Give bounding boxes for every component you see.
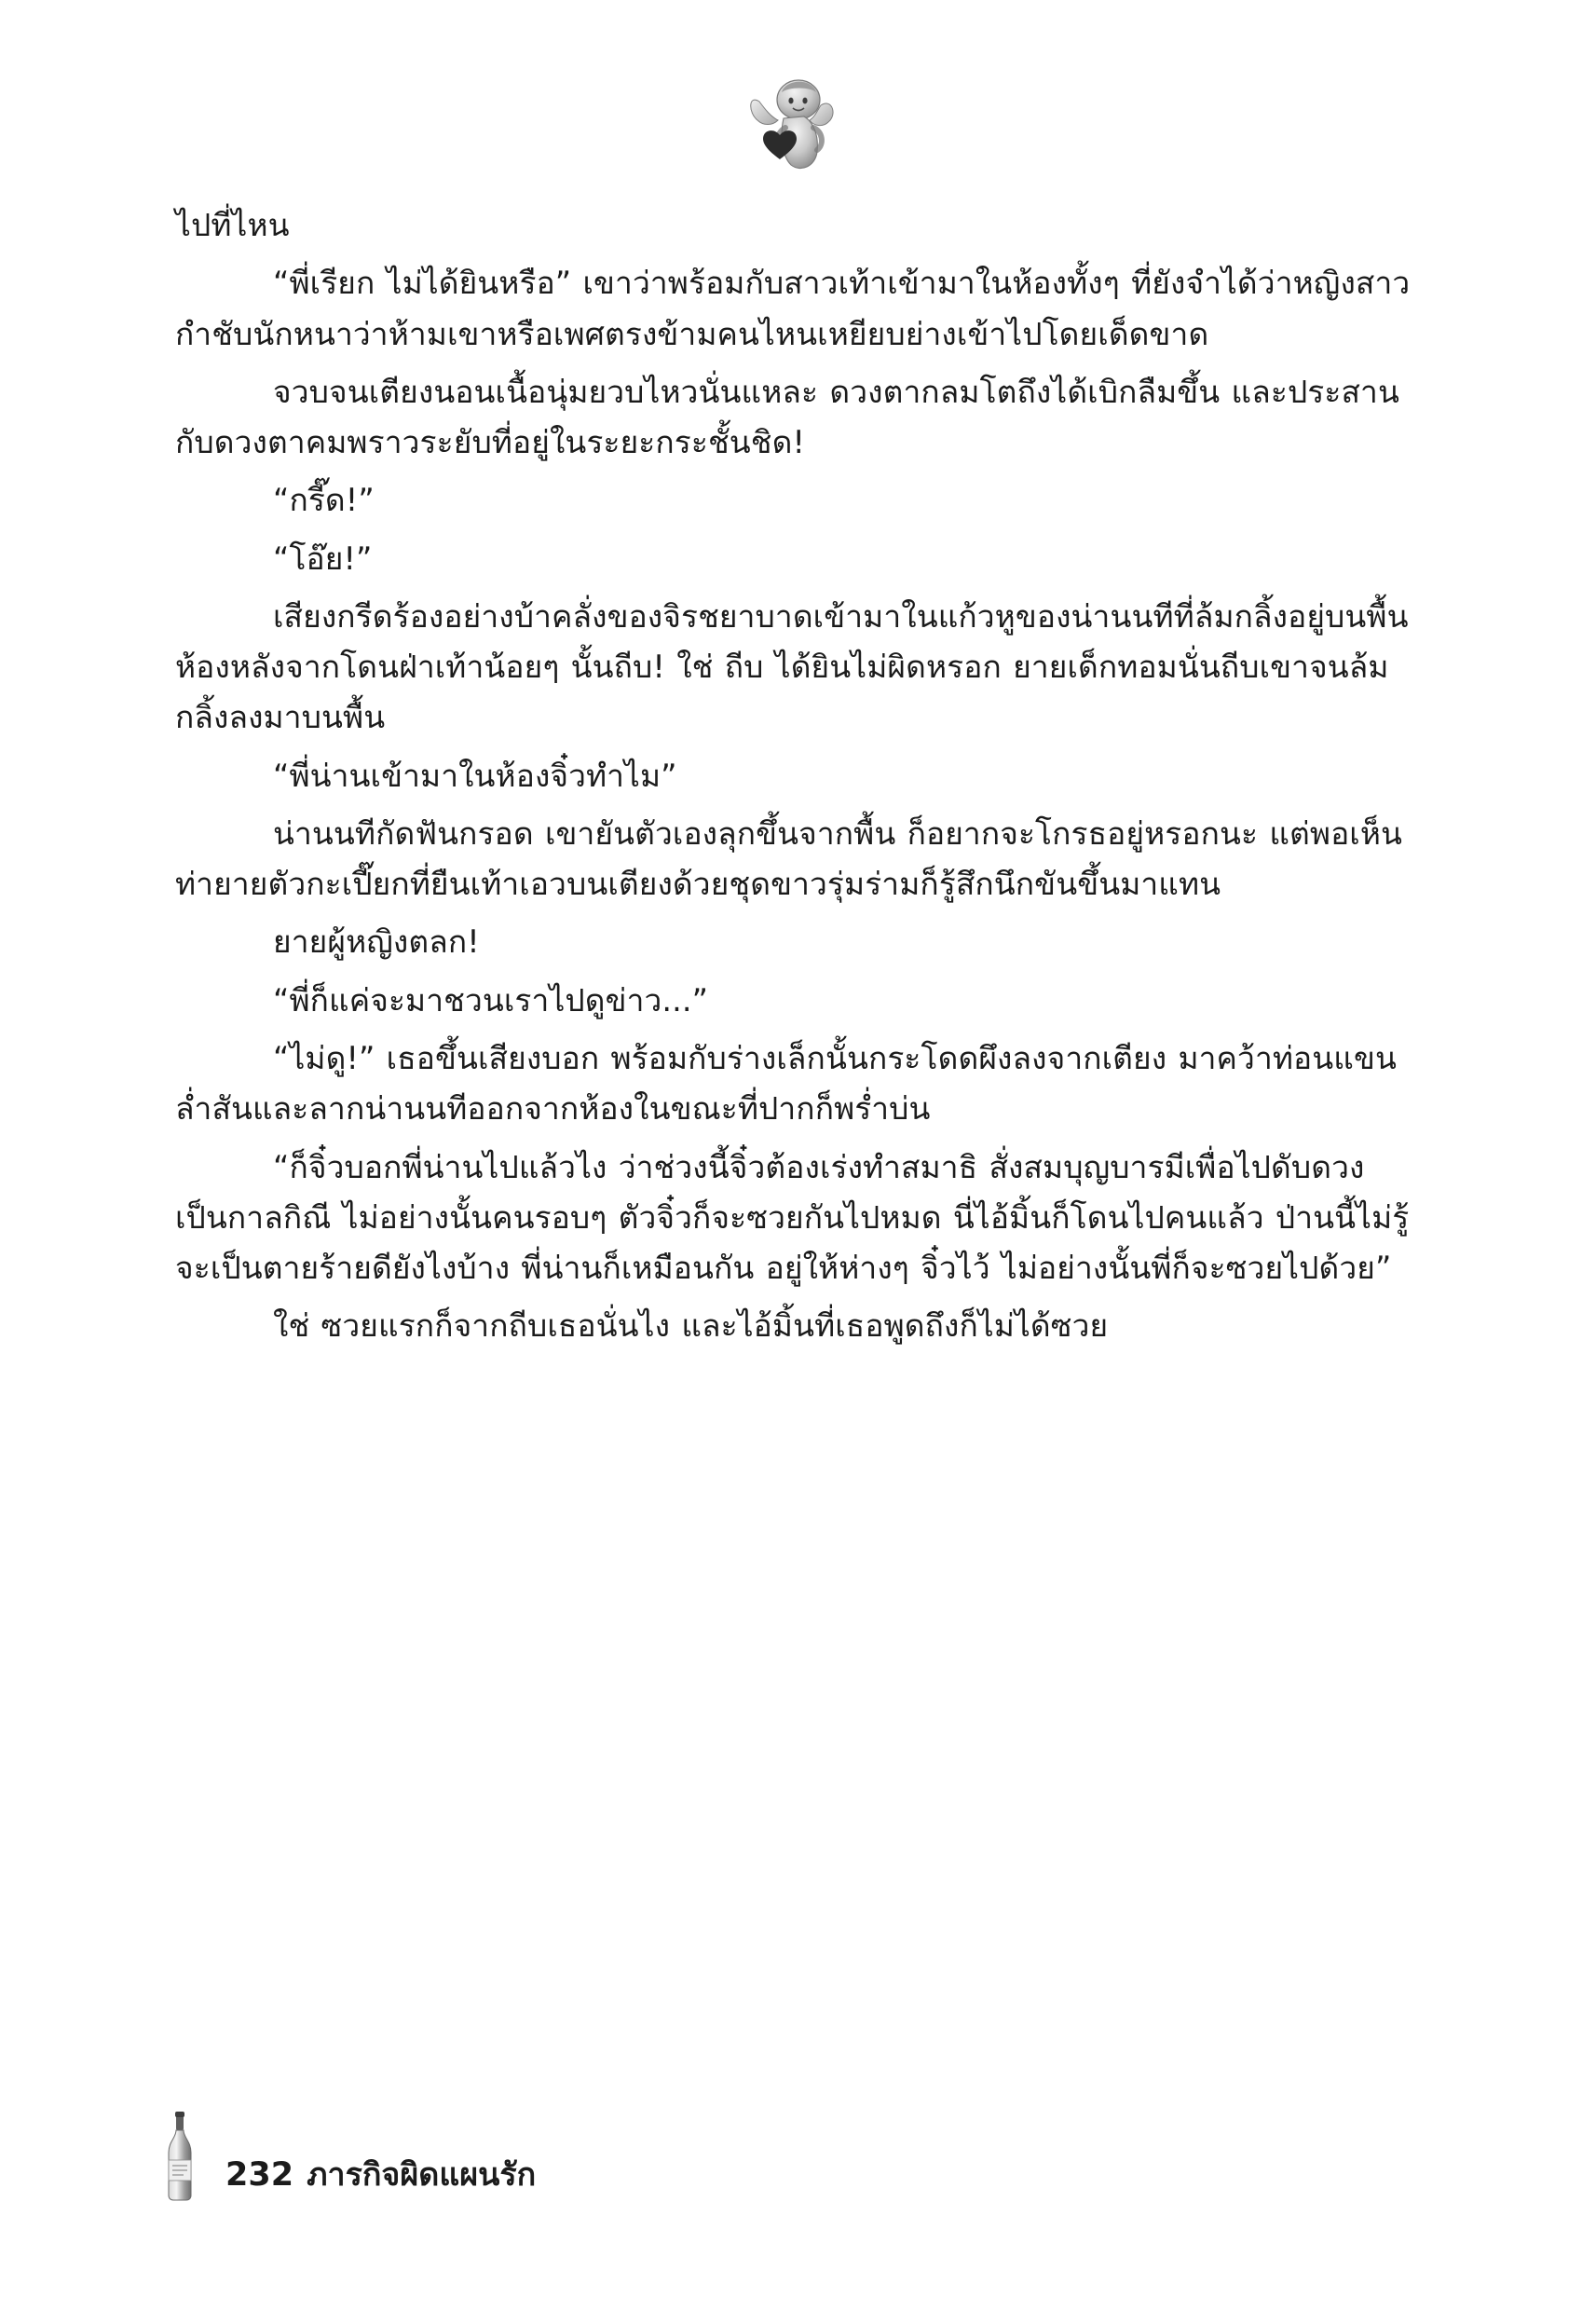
paragraph: ไปที่ไหน (175, 207, 290, 243)
page-footer (158, 2099, 997, 2201)
paragraph: น่านนทีกัดฟันกรอด เขายันตัวเองลุกขึ้นจากพื้น ก็อยากจะโกรธอยู่หรอกนะ แต่พอเห็นท่ายายตัวกะเปี๊ยกที่ยืนเท้าเอวบนเตียงด้วยชุดขาวรุ่มร่ามก็รู้สึกนึกขันขึ้นมาแทน (175, 814, 1403, 903)
paragraph: “ไม่ดู!” เธอขึ้นเสียงบอก พร้อมกับร่างเล็กนั้นกระโดดผึงลงจากเตียง มาคว้าท่อนแขนล่ำสันและลากน่านนทีออกจากห้องในขณะที่ปากก็พร่ำบ่น (175, 1039, 1397, 1128)
paragraph: จวบจนเตียงนอนเนื้อนุ่มยวบไหวนั่นแหละ ดวงตากลมโตถึงได้เบิกลืมขึ้น และประสานกับดวงตาคมพราวระยับที่อยู่ในระยะกระชั้นชิด! (175, 373, 1399, 461)
paragraph: “พี่น่านเข้ามาในห้องจิ๋วทำไม” (273, 757, 677, 794)
footer-text-group (225, 2156, 537, 2201)
page-number: 232 (225, 2156, 294, 2194)
cherub-with-heart-illustration-icon (743, 70, 854, 182)
paragraph: “พี่เรียก ไม่ได้ยินหรือ” เขาว่าพร้อมกับสาวเท้าเข้ามาในห้องทั้งๆ ที่ยังจำได้ว่าหญิงสาวกำชับนักหนาว่าห้ามเขาหรือเพศตรงข้ามคนไหนเหยียบย่างเข้าไปโดยเด็ดขาด (175, 265, 1411, 352)
paragraph: เสียงกรีดร้องอย่างบ้าคลั่งของจิรชยาบาดเข้ามาในแก้วหูของน่านนทีที่ล้มกลิ้งอยู่บนพื้นห้องหลังจากโดนฝ่าเท้าน้อยๆ นั้นถีบ! ใช่ ถีบ ได้ยินไม่ผิดหรอก ยายเด็กทอมนั่นถีบเขาจนล้มกลิ้งลงมาบนพื้น (175, 597, 1409, 736)
paragraph: “ก็จิ๋วบอกพี่น่านไปแล้วไง ว่าช่วงนี้จิ๋วต้องเร่งทำสมาธิ สั่งสมบุญบารมีเพื่อไปดับดวงเป็นกาลกิณี ไม่อย่างนั้นคนรอบๆ ตัวจิ๋วก็จะซวยกันไปหมด นี่ไอ้มิ้นก็โดนไปคนแล้ว ป่านนี้ไม่รู้จะเป็นตายร้ายดียังไงบ้าง พี่น่านก็เหมือนกัน อยู่ให้ห่างๆ จิ๋วไว้ ไม่อย่างนั้นพี่ก็จะซวยไปด้วย” (175, 1148, 1410, 1287)
book-title: ภารกิจผิดแผนรัก (307, 2156, 537, 2194)
page-body-text (175, 200, 1414, 1360)
paragraph: “พี่ก็แค่จะมาชวนเราไปดูข่าว...” (273, 981, 709, 1019)
bottle-illustration-icon (158, 2112, 201, 2201)
paragraph: “กรี๊ด!” (273, 482, 375, 519)
header-ornament (0, 65, 1596, 186)
paragraph: ใช่ ซวยแรกก็จากถีบเธอนั่นไง และไอ้มิ้นที่เธอพูดถึงก็ไม่ได้ซวย (273, 1307, 1109, 1345)
paragraph: ยายผู้หญิงตลก! (273, 923, 480, 961)
paragraph: “โอ๊ย!” (273, 540, 373, 577)
